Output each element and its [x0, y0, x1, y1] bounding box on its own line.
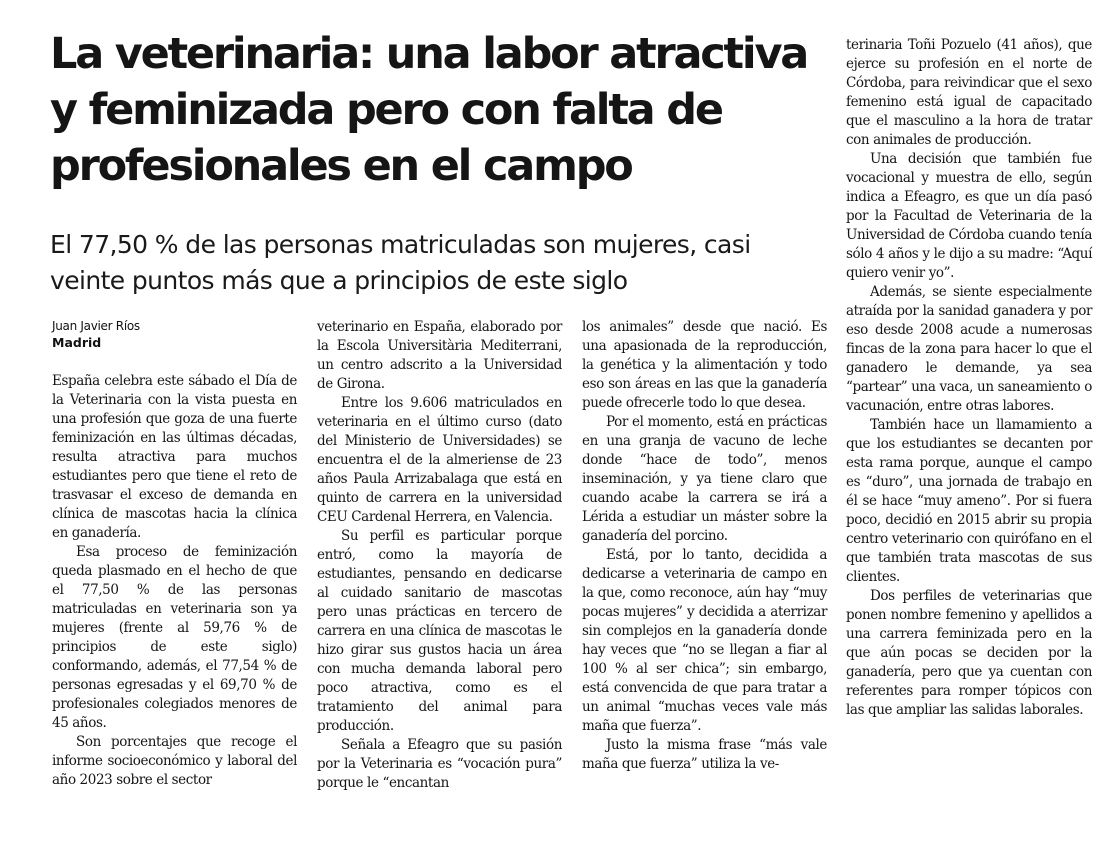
paragraph: Por el momento, está en prácticas en una granja de vacuno de leche donde “hace de todo”, menos inseminación, y ya tiene claro que cuando acabe la carrera se irá a Lérida a estudiar un máster sobre la ganadería del porcino.: [582, 414, 827, 544]
paragraph: Está, por lo tanto, decidida a dedicarse a veterinaria de campo en la que, como reconoce, aún hay “muy pocas mujeres” y decidida a aterrizar sin complejos en la ganadería donde hay veces que “no se llegan a fiar al 100 % al ser chica”; sin embargo, está convencida de que para tratar a un animal “muchas veces vale más maña que fuerza”.: [582, 547, 827, 734]
paragraph: Son porcentajes que recoge el informe socioeconómico y laboral del año 2023 sobre el sector: [52, 734, 297, 788]
dateline-location: Madrid: [52, 335, 102, 350]
paragraph: España celebra este sábado el Día de la Veterinaria con la vista puesta en una profesión que goza de una fuerte feminización en las últimas décadas, resulta atractiva para muchos estudiantes pero que tiene el reto de trasvasar el exceso de demanda en clínica de mascotas hacia la clínica en ganadería.: [52, 373, 297, 541]
paragraph: Justo la misma frase “más vale maña que fuerza” utiliza la ve-: [582, 737, 827, 772]
paragraph: Señala a Efeagro que su pasión por la Veterinaria es “vocación pura” porque le “encantan: [317, 737, 562, 791]
paragraph: Además, se siente especialmente atraída por la sanidad ganadera y por eso desde 2008 acude a numerosas fincas de la zona para hacer lo que el ganadero le demande, ya sea “partear” una vaca, un saneamiento o vacunación, entre otras labores.: [846, 284, 1092, 414]
author-name: Juan Javier Ríos: [52, 319, 140, 333]
article-subheadline: El 77,50 % de las personas matriculadas son mujeres, casi veinte puntos más que a principios de este siglo: [50, 230, 751, 295]
paragraph: Entre los 9.606 matriculados en veterinaria en el último curso (dato del Ministerio de Universidades) se encuentra el de la almeriense de 23 años Paula Arrizabalaga que está en quinto de carrera en la universidad CEU Cardenal Herrera, en Valencia.: [317, 395, 562, 525]
article-column-4: [846, 36, 1092, 720]
article-column-1: [52, 372, 297, 790]
article-headline: La veterinaria: una labor atractiva y feminizada pero con falta de profesionales en el campo: [50, 29, 808, 191]
paragraph: Esa proceso de feminización queda plasmado en el hecho de que el 77,50 % de las personas matriculadas en veterinaria son ya mujeres (frente al 59,76 % de principios de este siglo) conformando, además, el 77,54 % de personas egresadas y el 69,70 % de profesionales colegiados menores de 45 años.: [52, 544, 297, 731]
byline: [52, 318, 302, 351]
article-column-2: [317, 318, 562, 793]
paragraph: veterinario en España, elaborado por la Escola Universitària Mediterrani, un centro adscrito a la Universidad de Girona.: [317, 319, 562, 392]
paragraph: Dos perfiles de veterinarias que ponen nombre femenino y apellidos a una carrera feminizada pero en la que aún pocas se deciden por la ganadería, pero que ya cuentan con referentes para romper tópicos con las que ampliar las salidas laborales.: [846, 588, 1092, 718]
paragraph: También hace un llamamiento a que los estudiantes se decanten por esta rama porque, aunque el campo es “duro”, una jornada de trabajo en él se hace “muy ameno”. Por si fuera poco, decidió en 2015 abrir su propia centro veterinario con quirófano en el que también trata mascotas de sus clientes.: [846, 417, 1092, 585]
paragraph: Su perfil es particular porque entró, como la mayoría de estudiantes, pensando en dedicarse al cuidado sanitario de mascotas pero unas prácticas en tercero de carrera en una clínica de mascotas le hizo girar sus gustos hacia un área con mucha demanda laboral pero poco atractiva, como es el tratamiento del animal para producción.: [317, 528, 562, 734]
paragraph: terinaria Toñi Pozuelo (41 años), que ejerce su profesión en el norte de Córdoba, para reivindicar que el sexo femenino está igual de capacitado que el masculino a la hora de tratar con animales de producción.: [846, 37, 1092, 148]
paragraph: los animales” desde que nació. Es una apasionada de la reproducción, la genética y la alimentación y todo eso son áreas en las que la ganadería puede ofrecerle todo lo que desea.: [582, 319, 827, 411]
paragraph: Una decisión que también fue vocacional y muestra de ello, según indica a Efeagro, es que un día pasó por la Facultad de Veterinaria de la Universidad de Córdoba cuando tenía sólo 4 años y le dijo a su madre: “Aquí quiero venir yo”.: [846, 151, 1092, 281]
article-column-3: [582, 318, 827, 774]
